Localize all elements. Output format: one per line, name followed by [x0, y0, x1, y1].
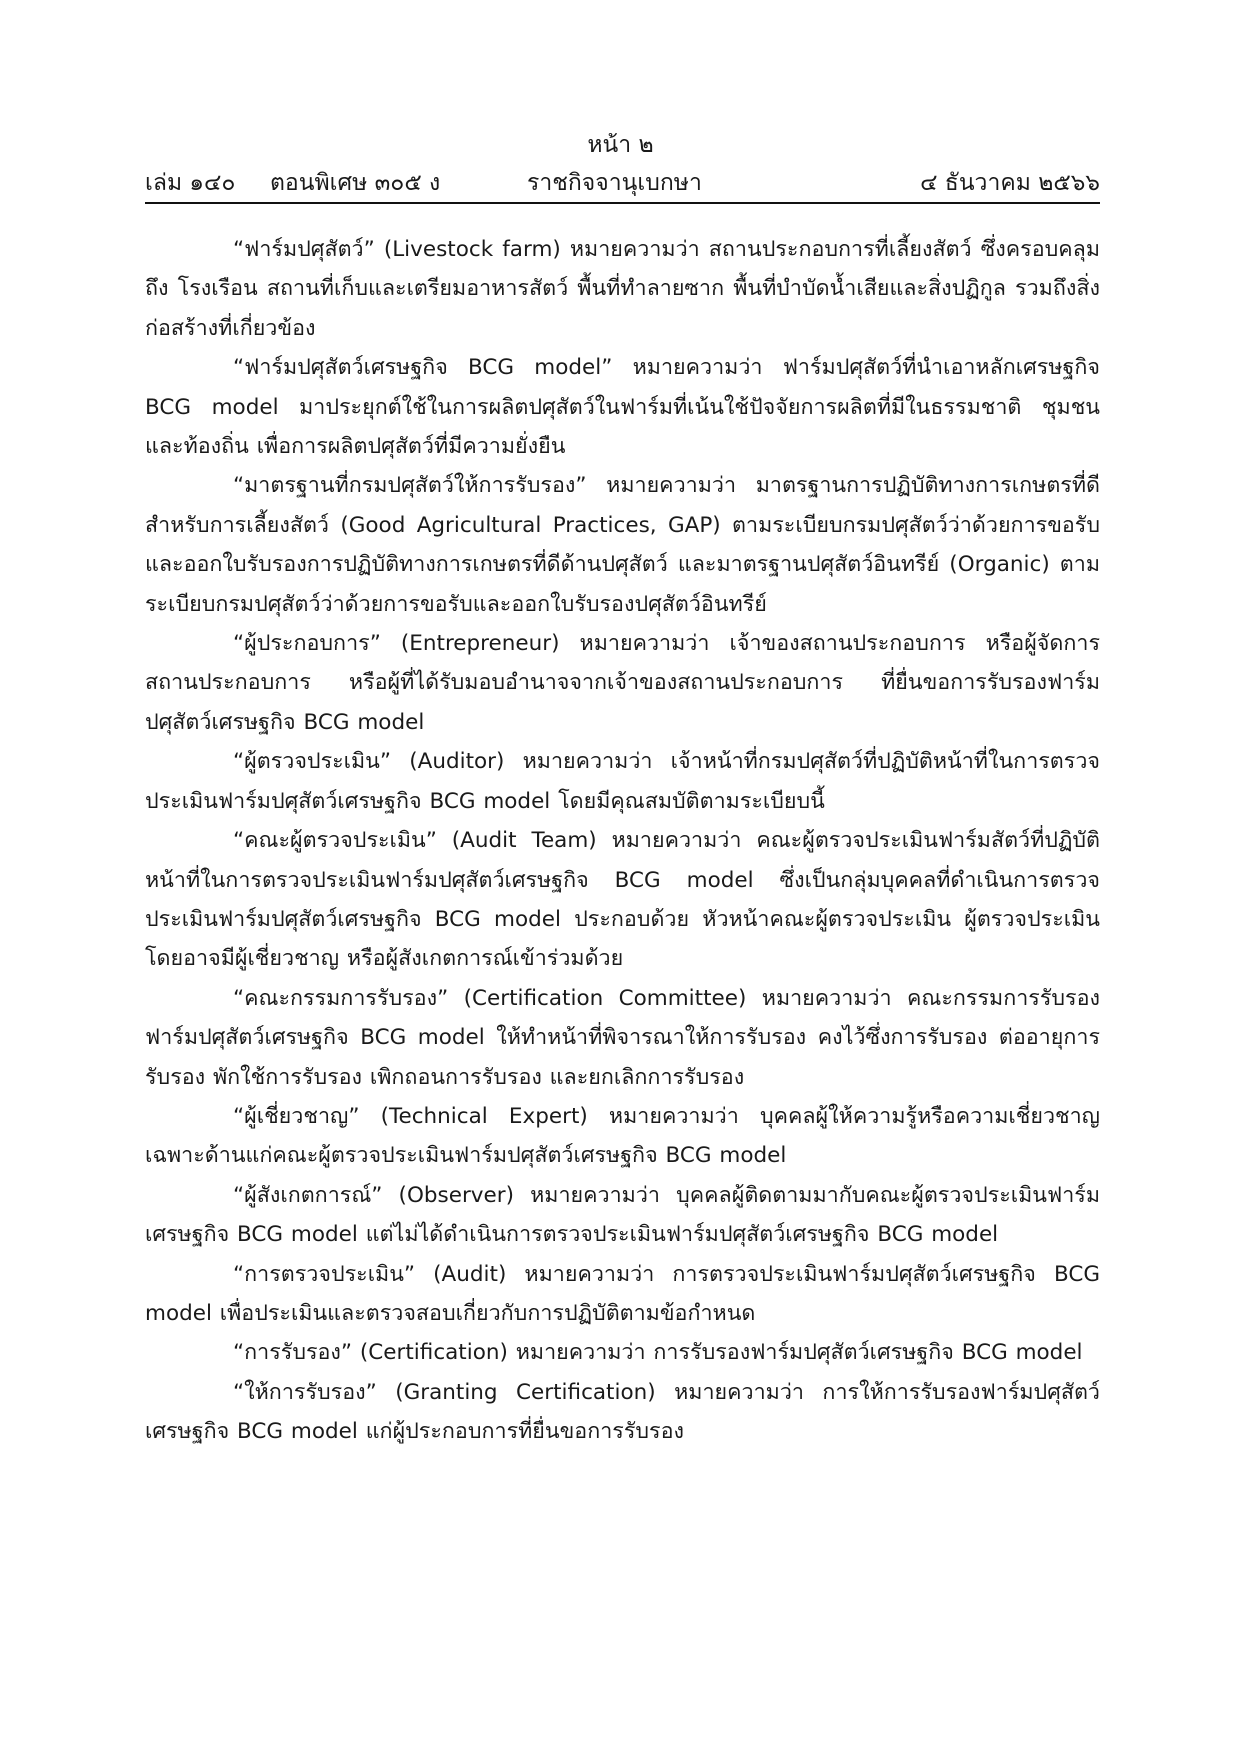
- page-number: หน้า ๒: [587, 132, 654, 158]
- definition-paragraph: “มาตรฐานที่กรมปศุสัตว์ให้การรับรอง” หมายความว่า มาตรฐานการปฏิบัติทางการเกษตรที่ดีสำหรับการเลี้ยงสัตว์ (Good Agricultural Practices, GAP) ตามระเบียบกรมปศุสัตว์ว่าด้วยการขอรับและออกใบรับรองการปฏิบัติทางการเกษตรที่ดีด้านปศุสัตว์ และมาตรฐานปศุสัตว์อินทรีย์ (Organic) ตามระเบียบกรมปศุสัตว์ว่าด้วยการขอรับและออกใบรับรองปศุสัตว์อินทรีย์: [145, 473, 1100, 617]
- gazette-header: [145, 168, 1100, 204]
- issue-label: ตอนพิเศษ ๓๐๕ ง: [270, 170, 441, 196]
- publication-date: ๔ ธันวาคม ๒๕๖๖: [920, 170, 1100, 196]
- definition-paragraph: “การรับรอง” (Certification) หมายความว่า การรับรองฟาร์มปศุสัตว์เศรษฐกิจ BCG model: [233, 1340, 1083, 1366]
- definition-paragraph: “ผู้เชี่ยวชาญ” (Technical Expert) หมายความว่า บุคคลผู้ให้ความรู้หรือความเชี่ยวชาญเฉพาะด้านแก่คณะผู้ตรวจประเมินฟาร์มปศุสัตว์เศรษฐกิจ BCG model: [145, 1103, 1100, 1169]
- definition-paragraph: “ผู้ตรวจประเมิน” (Auditor) หมายความว่า เจ้าหน้าที่กรมปศุสัตว์ที่ปฏิบัติหน้าที่ในการตรวจประเมินฟาร์มปศุสัตว์เศรษฐกิจ BCG model โดยมีคุณสมบัติตามระเบียบนี้: [145, 749, 1100, 814]
- definition-paragraph: “ฟาร์มปศุสัตว์เศรษฐกิจ BCG model” หมายความว่า ฟาร์มปศุสัตว์ที่นำเอาหลักเศรษฐกิจ BCG model มาประยุกต์ใช้ในการผลิตปศุสัตว์ในฟาร์มที่เน้นใช้ปัจจัยการผลิตที่มีในธรรมชาติ ชุมชนและท้องถิ่น เพื่อการผลิตปศุสัตว์ที่มีความยั่งยืน: [145, 355, 1100, 460]
- definition-paragraph: “ผู้สังเกตการณ์” (Observer) หมายความว่า บุคคลผู้ติดตามมากับคณะผู้ตรวจประเมินฟาร์มเศรษฐกิจ BCG model แต่ไม่ได้ดำเนินการตรวจประเมินฟาร์มปศุสัตว์เศรษฐกิจ BCG model: [145, 1182, 1100, 1248]
- definition-paragraph: “ฟาร์มปศุสัตว์” (Livestock farm) หมายความว่า สถานประกอบการที่เลี้ยงสัตว์ ซึ่งครอบคลุมถึง โรงเรือน สถานที่เก็บและเตรียมอาหารสัตว์ พื้นที่ทำลายซาก พื้นที่บำบัดน้ำเสียและสิ่งปฏิกูล รวมถึงสิ่งก่อสร้างที่เกี่ยวข้อง: [145, 237, 1100, 341]
- definition-paragraph: “คณะกรรมการรับรอง” (Certification Committee) หมายความว่า คณะกรรมการรับรองฟาร์มปศุสัตว์เศรษฐกิจ BCG model ให้ทำหน้าที่พิจารณาให้การรับรอง คงไว้ซึ่งการรับรอง ต่ออายุการรับรอง พักใช้การรับรอง เพิกถอนการรับรอง และยกเลิกการรับรอง: [145, 985, 1100, 1090]
- definition-paragraph: “ให้การรับรอง” (Granting Certification) หมายความว่า การให้การรับรองฟาร์มปศุสัตว์เศรษฐกิจ BCG model แก่ผู้ประกอบการที่ยื่นขอการรับรอง: [145, 1379, 1100, 1445]
- definition-paragraph: “ผู้ประกอบการ” (Entrepreneur) หมายความว่า เจ้าของสถานประกอบการ หรือผู้จัดการสถานประกอบการ หรือผู้ที่ได้รับมอบอำนาจจากเจ้าของสถานประกอบการ ที่ยื่นขอการรับรองฟาร์มปศุสัตว์เศรษฐกิจ BCG model: [145, 631, 1100, 735]
- definitions-body: [145, 230, 1100, 1452]
- definition-paragraph: “คณะผู้ตรวจประเมิน” (Audit Team) หมายความว่า คณะผู้ตรวจประเมินฟาร์มสัตว์ที่ปฏิบัติหน้าที่ในการตรวจประเมินฟาร์มปศุสัตว์เศรษฐกิจ BCG model ซึ่งเป็นกลุ่มบุคคลที่ดำเนินการตรวจประเมินฟาร์มปศุสัตว์เศรษฐกิจ BCG model ประกอบด้วย หัวหน้าคณะผู้ตรวจประเมิน ผู้ตรวจประเมิน โดยอาจมีผู้เชี่ยวชาญ หรือผู้สังเกตการณ์เข้าร่วมด้วย: [145, 828, 1100, 972]
- gazette-title: ราชกิจจานุเบกษา: [527, 170, 702, 196]
- definition-paragraph: “การตรวจประเมิน” (Audit) หมายความว่า การตรวจประเมินฟาร์มปศุสัตว์เศรษฐกิจ BCG model เพื่อประเมินและตรวจสอบเกี่ยวกับการปฏิบัติตามข้อกำหนด: [145, 1261, 1100, 1326]
- volume-label: เล่ม ๑๔๐: [145, 170, 236, 196]
